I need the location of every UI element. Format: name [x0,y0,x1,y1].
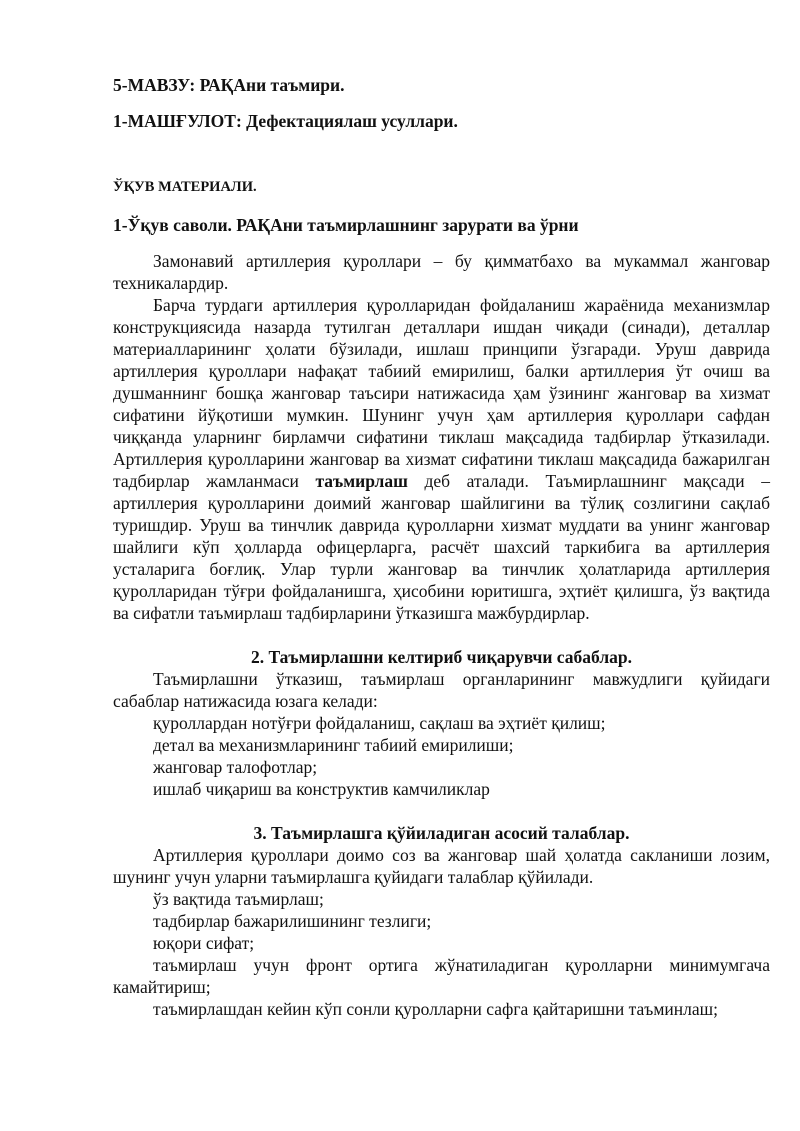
paragraph-2-bold-term: таъмирлаш [315,471,408,491]
section-3-item: таъмирлашдан кейин кўп сонли қуролларни сафга қайтаришни таъминлаш; [153,999,718,1019]
lesson-heading: 1-МАШҒУЛОТ: Дефектациялаш усуллари. [113,111,458,131]
question-1-heading: 1-Ўқув саволи. РАҚАни таъмирлашнинг зарурати ва ўрни [113,215,579,235]
section-3-item: таъмирлаш учун фронт ортига жўнатиладиган қуролларни минимумгача камайтириш; [113,955,770,997]
document-body [113,72,770,1020]
section-3-item: юқори сифат; [153,933,255,953]
section-2-item: ишлаб чиқариш ва конструктив камчиликлар [153,779,490,799]
section-3-item: тадбирлар бажарилишининг тезлиги; [153,911,432,931]
section-2-item: детал ва механизмларининг табиий емирилиши; [153,735,514,755]
paragraph-2-part-b: деб аталади. Таъмирлашнинг мақсади – артиллерия қуролларини доимий жанговар шайлигини ва тўлиқ созлигини сақлаб туришдир. Уруш ва тинчлик даврида қуролларни хизмат муддати ва унинг жанговар шайлиги кўп ҳолларда офицерларга, расчёт шахсий таркибига ва артиллерия усталарига боғлиқ. Улар турли жанговар ва тинчлик ҳолатларида артиллерия қуролларидан тўғри фойдаланишга, ҳисобини юритишга, эҳтиёт қилишга, ўз вақтида ва сифатли таъмирлаш тадбирларини ўтказишга мажбурдирлар. [113,471,770,623]
section-2-item: жанговар талофотлар; [153,757,318,777]
section-3-heading: 3. Таъмирлашга қўйиладиган асосий талаблар. [253,823,630,843]
paragraph-1: Замонавий артиллерия қуроллари – бу қимматбахо ва мукаммал жанговар техникалардир. [113,251,770,293]
section-3-item: ўз вақтида таъмирлаш; [153,889,324,909]
topic-heading: 5-МАВЗУ: РАҚАни таъмири. [113,75,345,95]
section-3-intro: Артиллерия қуроллари доимо соз ва жанговар шай ҳолатда сакланиши лозим, шунинг учун уларни таъмирлашга қуйидаги талаблар қўйилади. [113,845,770,887]
paragraph-2-part-a: Барча турдаги артиллерия қуролларидан фойдаланиш жараёнида механизмлар конструкциясида назарда тутилган деталлари ишдан чиқади (синади), деталлар материалларининг ҳолати бўзилади, ишлаш принципи ўзгаради. Уруш даврида артиллерия қуроллари нафақат табиий емирилиш, балки артиллерия ўт очиш ва душманнинг бошқа жанговар таъсири натижасида ҳам ўзининг жанговар ва хизмат сифатини йўқотиши мумкин. Шунинг учун ҳам артиллерия қуроллари сафдан чиққанда уларнинг бирламчи сифатини тиклаш мақсадида тадбирлар ўтказилади. Артиллерия қуролларини жанговар ва хизмат сифатини тиклаш мақсадида бажарилган тадбирлар жамланмаси [113,295,770,491]
section-2-item: қуроллардан нотўғри фойдаланиш, сақлаш ва эҳтиёт қилиш; [153,713,606,733]
section-2-intro: Таъмирлашни ўтказиш, таъмирлаш органларининг мавжудлиги қуйидаги сабаблар натижасида юзага келади: [113,669,770,711]
material-heading: ЎҚУВ МАТЕРИАЛИ. [113,179,257,195]
section-2-heading: 2. Таъмирлашни келтириб чиқарувчи сабаблар. [250,647,633,667]
paragraph-2 [113,294,770,624]
